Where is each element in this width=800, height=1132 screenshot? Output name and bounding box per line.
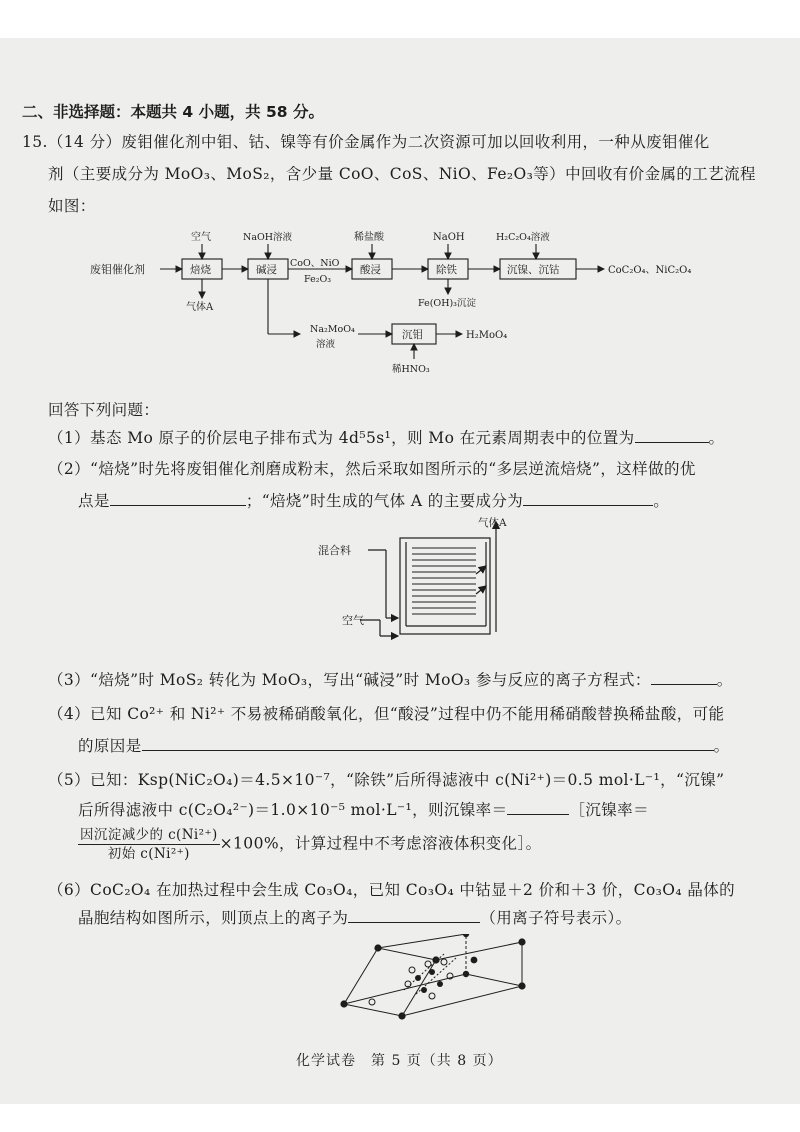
furnace-mixed-feed-label: 混合料: [318, 544, 351, 557]
section-heading: 二、非选择题：本题共 4 小题，共 58 分。: [22, 103, 324, 121]
fc-roast-label: 焙烧: [190, 264, 211, 276]
fc-alkali-leach-label: 碱浸: [256, 264, 277, 276]
q4-end: 。: [713, 737, 730, 755]
q3-end: 。: [716, 671, 733, 689]
q6-text-b: （用离子符号表示）。: [480, 909, 632, 927]
fc-products-label: CoC₂O₄、NiC₂O₄: [608, 265, 692, 276]
q3-text: （3）“焙烧”时 MoS₂ 转化为 MoO₃，写出“碱浸”时 MoO₃ 参与反应的离子方程式：: [48, 671, 651, 689]
q5-text-b: ［沉镍率＝: [569, 801, 649, 819]
question-intro-line3: 如图：: [48, 197, 96, 215]
q2-text-a: 点是: [78, 492, 110, 510]
question-4-line2: [78, 734, 730, 756]
fc-naoh-solution-label: NaOH溶液: [243, 232, 293, 243]
question-intro-line1: 15.（14 分）废钼催化剂中钼、钴、镍等有价金属作为二次资源可加以回收利用，一种从废钼催化: [22, 133, 710, 151]
q3-answer-blank[interactable]: [651, 670, 717, 685]
question-6-line2: [78, 906, 632, 928]
fc-feed-label: 废钼催化剂: [90, 263, 145, 276]
q5-answer-blank[interactable]: [507, 800, 569, 815]
q5-text-a: 后所得滤液中 c(C₂O₄²⁻)＝1.0×10⁻⁵ mol·L⁻¹，则沉镍率＝: [78, 801, 508, 819]
q5-fraction: [78, 826, 220, 863]
q1-end: 。: [708, 429, 725, 447]
question-4-line1: （4）已知 Co²⁺ 和 Ni²⁺ 不易被稀硝酸氧化，但“酸浸”过程中仍不能用稀硝酸替换稀盐酸，可能: [48, 705, 725, 723]
question-intro-line2: 剂（主要成分为 MoO₃、MoS₂，含少量 CoO、CoS、NiO、Fe₂O₃等）中回收有价金属的工艺流程: [48, 165, 756, 183]
fc-acid-leach-label: 酸浸: [360, 264, 381, 276]
question-5-line1: （5）已知：Ksp(NiC₂O₄)＝4.5×10⁻⁷，“除铁”后所得滤液中 c(Ni²⁺)＝0.5 mol·L⁻¹，“沉镍”: [48, 771, 725, 789]
q4-answer-blank[interactable]: [142, 736, 714, 751]
fc-gas-a-label: 气体A: [186, 302, 214, 313]
q1-text: （1）基态 Mo 原子的价层电子排布式为 4d⁵5s¹，则 Mo 在元素周期表中的位置为: [48, 429, 635, 447]
q4-text: 的原因是: [78, 737, 142, 755]
process-flowchart: [0, 222, 800, 382]
page-footer: 化学试卷 第 5 页（共 8 页）: [296, 1053, 503, 1069]
fc-naoh-label: NaOH: [433, 232, 465, 243]
fc-fe-oh3-label: Fe(OH)₃沉淀: [418, 298, 476, 309]
q6-text-a: 晶胞结构如图所示，则顶点上的离子为: [78, 909, 349, 927]
question-2-line1: （2）“焙烧”时先将废钼催化剂磨成粉末，然后采取如图所示的“多层逆流焙烧”，这样做的优: [48, 460, 696, 478]
furnace-diagram: [300, 514, 520, 644]
q6-answer-blank[interactable]: [348, 908, 480, 923]
q2-text-b: ；“焙烧”时生成的气体 A 的主要成分为: [245, 492, 524, 510]
fc-dilute-hcl-label: 稀盐酸: [354, 232, 384, 243]
q1-answer-blank[interactable]: [635, 428, 709, 443]
furnace-air-label: 空气: [342, 614, 364, 627]
fc-air-label: 空气: [191, 232, 211, 243]
q5-fraction-numerator: 因沉淀减少的 c(Ni²⁺): [80, 827, 218, 843]
fc-oxalic-solution-label: H₂C₂O₄溶液: [496, 232, 550, 243]
q2-answer-blank-1[interactable]: [110, 491, 246, 506]
question-5-line3: [78, 826, 542, 863]
furnace-gas-a-label: 气体A: [478, 517, 507, 529]
fc-h2moo4-label: H₂MoO₄: [466, 330, 508, 341]
fc-dilute-hno3-label: 稀HNO₃: [392, 364, 430, 375]
unit-cell-diagram: [332, 934, 532, 1024]
question-6-line1: （6）CoC₂O₄ 在加热过程中会生成 Co₃O₄，已知 Co₃O₄ 中钴显＋2 价和＋3 价，Co₃O₄ 晶体的: [48, 881, 736, 899]
fc-solids-line2: Fe₂O₃: [304, 274, 332, 285]
question-5-line2: [78, 798, 649, 820]
q5-line3-tail: ×100%，计算过程中不考虑溶液体积变化］。: [219, 834, 542, 853]
fc-na2moo4-line2: 溶液: [316, 339, 336, 350]
q2-end: 。: [653, 492, 670, 510]
question-2-line2: [78, 489, 669, 511]
q5-fraction-denominator: 初始 c(Ni²⁺): [107, 846, 190, 862]
question-1: [48, 426, 724, 448]
fc-mo-precip-label: 沉钼: [402, 329, 423, 341]
fc-iron-removal-label: 除铁: [436, 264, 457, 276]
fc-na2moo4-line1: Na₂MoO₄: [310, 324, 355, 335]
fc-solids-line1: CoO、NiO: [290, 258, 340, 269]
question-3: [48, 668, 733, 690]
q2-answer-blank-2[interactable]: [523, 491, 653, 506]
fc-precip-ni-co-label: 沉镍、沉钴: [507, 264, 560, 276]
answer-prompt: 回答下列问题：: [48, 401, 160, 419]
